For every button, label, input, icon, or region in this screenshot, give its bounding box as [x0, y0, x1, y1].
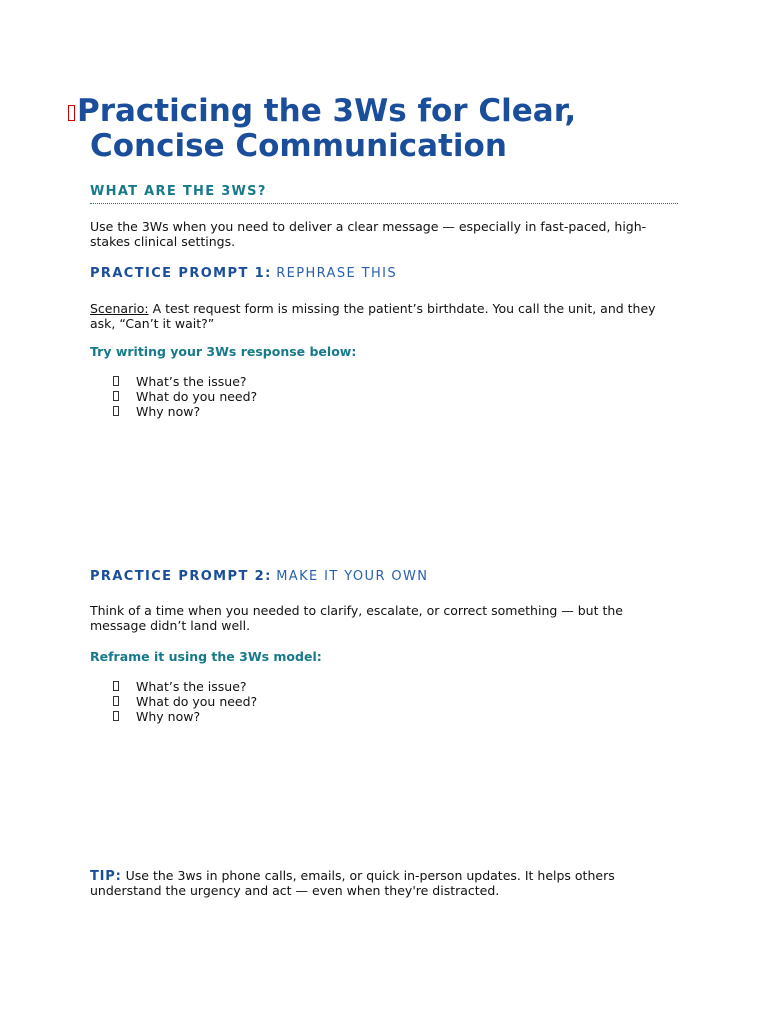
bullet-item: [113, 679, 247, 694]
scenario-text: A test request form is missing the patient’s birthdate. You call the unit, and they: [152, 301, 656, 316]
section-divider: [90, 203, 678, 204]
intro-line: Use the 3Ws when you need to deliver a clear message — especially in fast-paced, high-: [90, 219, 647, 234]
prompt-1-title: REPHRASE THIS: [276, 266, 398, 281]
prompt-2-title: MAKE IT YOUR OWN: [276, 569, 429, 584]
bullet-icon: [113, 391, 119, 401]
prompt-2-instruction: Reframe it using the 3Ws model:: [90, 649, 322, 664]
bullet-text: What’s the issue?: [136, 679, 247, 694]
bullet-item: [113, 694, 257, 709]
bullet-icon: [113, 406, 119, 416]
prompt-2-line: message didn’t land well.: [90, 618, 251, 633]
bullet-text: What’s the issue?: [136, 374, 247, 389]
bullet-item: [113, 404, 200, 419]
scenario-label: Scenario:: [90, 301, 149, 316]
scenario-line: [90, 301, 656, 316]
bullet-icon: [113, 696, 119, 706]
page-title-line-1: [68, 94, 576, 129]
page-title-text: Practicing the 3Ws for Clear,: [77, 93, 577, 129]
intro-line: stakes clinical settings.: [90, 234, 236, 249]
scenario-line: ask, “Can’t it wait?”: [90, 316, 215, 331]
bullet-item: [113, 374, 247, 389]
prompt-1-label: PRACTICE PROMPT 1:: [90, 266, 272, 281]
tip-text: Use the 3ws in phone calls, emails, or quick in-person updates. It helps others: [125, 868, 615, 883]
bullet-text: Why now?: [136, 709, 201, 724]
bullet-text: What do you need?: [136, 694, 258, 709]
tip-line: [90, 868, 615, 884]
prompt-1-heading: [90, 266, 397, 282]
bullet-icon: [113, 376, 119, 386]
prompt-2-line: Think of a time when you needed to clarify, escalate, or correct something — but the: [90, 603, 623, 618]
bullet-item: [113, 709, 200, 724]
bullet-text: Why now?: [136, 404, 201, 419]
page-title-line-2: Concise Communication: [90, 128, 507, 164]
title-marker-icon: [68, 105, 75, 121]
bullet-icon: [113, 681, 119, 691]
prompt-2-label: PRACTICE PROMPT 2:: [90, 569, 272, 584]
bullet-icon: [113, 711, 119, 721]
prompt-2-heading: [90, 569, 428, 585]
bullet-item: [113, 389, 257, 404]
tip-label: TIP:: [90, 869, 122, 884]
section-heading-what: WHAT ARE THE 3WS?: [90, 184, 267, 199]
tip-line: understand the urgency and act — even when they're distracted.: [90, 883, 500, 898]
prompt-1-instruction: Try writing your 3Ws response below:: [90, 344, 357, 359]
bullet-text: What do you need?: [136, 389, 258, 404]
